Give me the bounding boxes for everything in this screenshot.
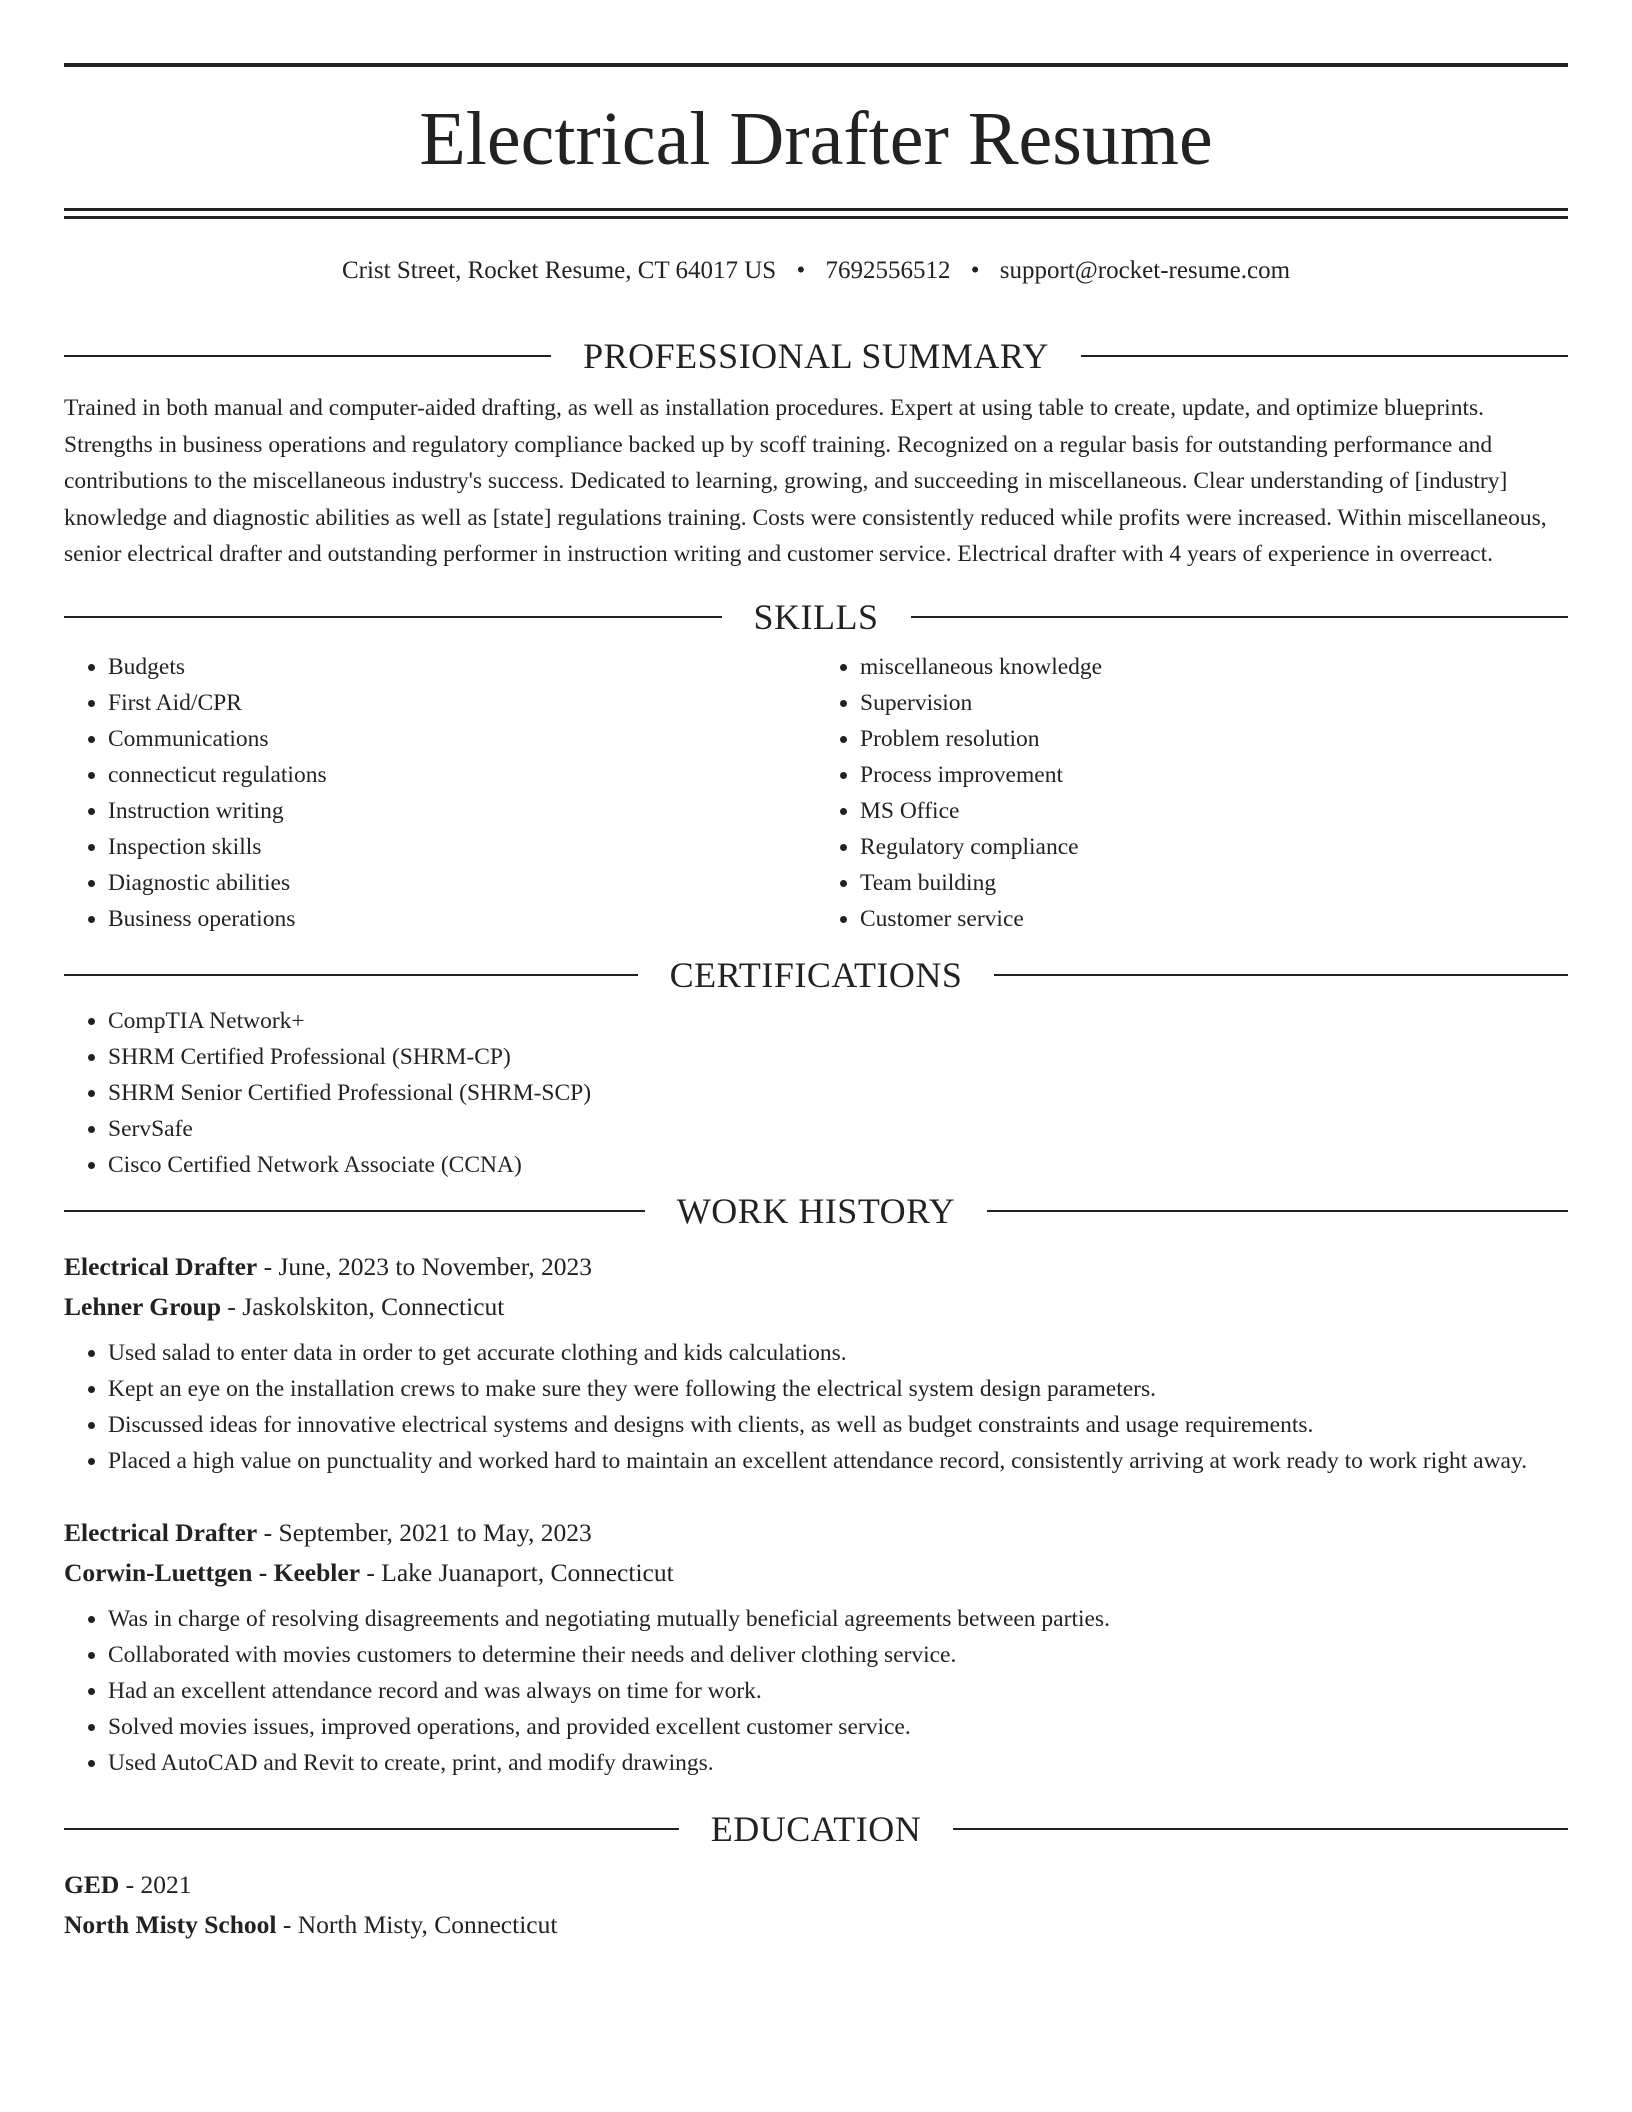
job-company-line	[64, 1553, 1568, 1593]
job-duty: • Used AutoCAD and Revit to create, print, and modify drawings.	[108, 1745, 1568, 1781]
certification-item: • Cisco Certified Network Associate (CCNA)	[108, 1147, 1568, 1183]
skill-item: • miscellaneous knowledge	[860, 649, 1568, 685]
skill-item: • Budgets	[108, 649, 816, 685]
skill-item: • Communications	[108, 721, 816, 757]
skill-item: • Inspection skills	[108, 829, 816, 865]
job-location: - Jaskolskiton, Connecticut	[221, 1291, 505, 1321]
skills-heading	[64, 589, 1568, 645]
certifications-heading-label: CERTIFICATIONS	[669, 954, 963, 995]
job-duty: • Collaborated with movies customers to determine their needs and deliver clothing service.	[108, 1637, 1568, 1673]
education-degree: GED	[64, 1869, 120, 1899]
contact-email[interactable]: support@rocket-resume.com	[999, 257, 1291, 284]
skill-item: • Diagnostic abilities	[108, 865, 816, 901]
certification-item: • CompTIA Network+	[108, 1003, 1568, 1039]
heading-rule	[953, 1828, 1568, 1830]
job-duty: • Kept an eye on the installation crews to make sure they were following the electrical system design parameters.	[108, 1371, 1568, 1407]
heading-rule	[994, 974, 1568, 976]
contact-phone[interactable]: 7692556512	[825, 257, 951, 284]
job-company: Corwin-Luettgen - Keebler	[64, 1557, 361, 1587]
heading-rule	[64, 355, 551, 357]
job-title-line	[64, 1513, 1568, 1553]
heading-rule	[64, 974, 638, 976]
summary-heading	[64, 328, 1568, 384]
heading-rule	[1081, 355, 1568, 357]
education-degree-line	[64, 1865, 1568, 1905]
certifications-heading	[64, 947, 1568, 1003]
heading-rule	[64, 1210, 645, 1212]
education-heading-label: EDUCATION	[710, 1808, 922, 1849]
certifications-list	[64, 1003, 1568, 1183]
job-duty: • Had an excellent attendance record and was always on time for work.	[108, 1673, 1568, 1709]
job-duties	[64, 1601, 1568, 1781]
job-title-line	[64, 1247, 1568, 1287]
job-duty: • Was in charge of resolving disagreements and negotiating mutually beneficial agreements between parties.	[108, 1601, 1568, 1637]
summary-text: Trained in both manual and computer-aided drafting, as well as installation procedures. Expert at using table to create, update, and optimize blueprints. Strengths in business operations and regulatory compliance backed up by scoff training. Recognized on a regular basis for outstanding performance and contributions to the miscellaneous industry's success. Dedicated to learning, growing, and succeeding in miscellaneous. Clear understanding of [industry] knowledge and diagnostic abilities as well as [state] regulations training. Costs were consistently reduced while profits were increased. Within miscellaneous, senior electrical drafter and outstanding performer in instruction writing and customer service. Electrical drafter with 4 years of experience in overreact.	[64, 395, 1547, 567]
skills-grid	[64, 649, 1568, 937]
summary-heading-label: PROFESSIONAL SUMMARY	[583, 336, 1049, 376]
heading-rule	[987, 1210, 1568, 1212]
job-entry	[64, 1247, 1568, 1479]
job-duty: • Placed a high value on punctuality and worked hard to maintain an excellent attendance record, consistently arriving at work ready to work right away.	[108, 1443, 1568, 1479]
job-duty: • Used salad to enter data in order to get accurate clothing and kids calculations.	[108, 1335, 1568, 1371]
job-duty: • Solved movies issues, improved operations, and provided excellent customer service.	[108, 1709, 1568, 1745]
certification-item: • SHRM Senior Certified Professional (SHRM-SCP)	[108, 1075, 1568, 1111]
contact-address: Crist Street, Rocket Resume, CT 64017 US	[341, 257, 777, 284]
title-double-rule	[64, 208, 1568, 219]
heading-rule	[911, 616, 1569, 618]
skill-item: • Instruction writing	[108, 793, 816, 829]
contact-line	[64, 254, 1568, 288]
education-school: North Misty School	[64, 1909, 277, 1939]
education-heading	[64, 1801, 1568, 1857]
skill-item: • Business operations	[108, 901, 816, 937]
skill-item: • Team building	[860, 865, 1568, 901]
job-dates: - June, 2023 to November, 2023	[257, 1251, 592, 1281]
skill-item: • Problem resolution	[860, 721, 1568, 757]
education-year: - 2021	[119, 1869, 192, 1899]
skill-item: • connecticut regulations	[108, 757, 816, 793]
skill-item: • First Aid/CPR	[108, 685, 816, 721]
resume-content	[64, 328, 1568, 1945]
job-location: - Lake Juanaport, Connecticut	[360, 1557, 674, 1587]
skill-item: • MS Office	[860, 793, 1568, 829]
job-duty: • Discussed ideas for innovative electrical systems and designs with clients, as well as budget constraints and usage requirements.	[108, 1407, 1568, 1443]
skills-column-left	[64, 649, 816, 937]
skills-column-right	[816, 649, 1568, 937]
education-school-line	[64, 1905, 1568, 1945]
skill-item: • Supervision	[860, 685, 1568, 721]
resume-title: Electrical Drafter Resume	[419, 97, 1213, 181]
work-history-heading	[64, 1183, 1568, 1239]
job-title: Electrical Drafter	[64, 1251, 258, 1281]
skill-item: • Process improvement	[860, 757, 1568, 793]
certification-item: • ServSafe	[108, 1111, 1568, 1147]
education-location: - North Misty, Connecticut	[276, 1909, 558, 1939]
job-company: Lehner Group	[64, 1291, 222, 1321]
job-dates: - September, 2021 to May, 2023	[257, 1517, 592, 1547]
work-history-heading-label: WORK HISTORY	[676, 1190, 956, 1231]
skill-item: • Regulatory compliance	[860, 829, 1568, 865]
skill-item: • Customer service	[860, 901, 1568, 937]
heading-rule	[64, 616, 722, 618]
top-rule	[64, 63, 1568, 67]
job-title: Electrical Drafter	[64, 1517, 258, 1547]
job-duties	[64, 1335, 1568, 1479]
education-entry	[64, 1865, 1568, 1945]
contact-separator: •	[796, 257, 806, 284]
contact-separator: •	[970, 257, 980, 284]
skills-heading-label: SKILLS	[753, 596, 879, 637]
job-company-line	[64, 1287, 1568, 1327]
heading-rule	[64, 1828, 679, 1830]
job-entry	[64, 1513, 1568, 1781]
certification-item: • SHRM Certified Professional (SHRM-CP)	[108, 1039, 1568, 1075]
